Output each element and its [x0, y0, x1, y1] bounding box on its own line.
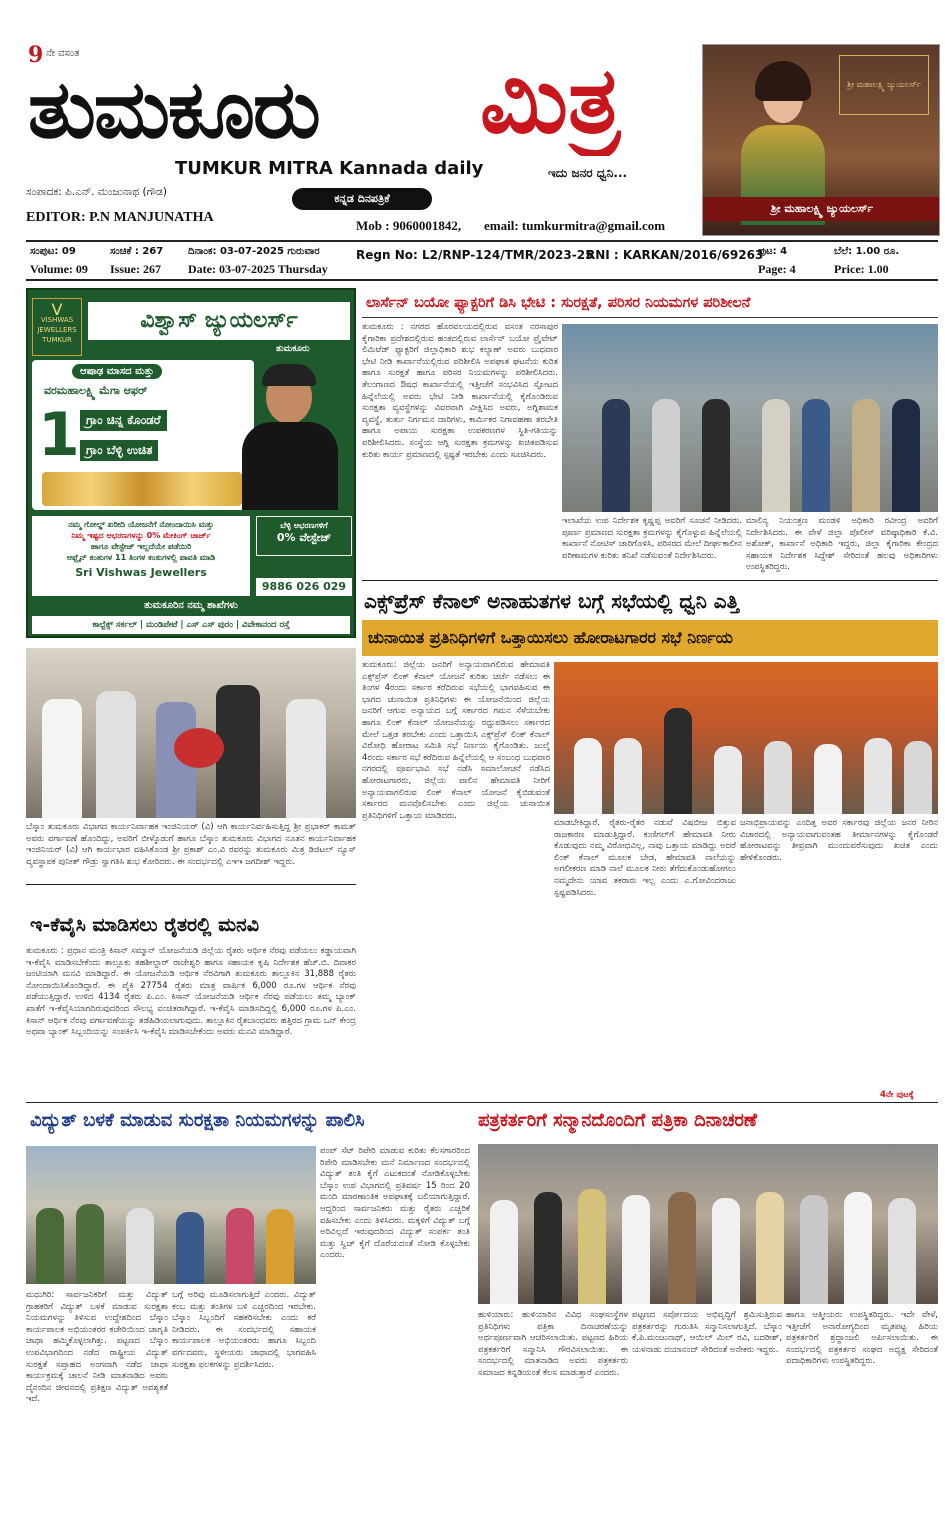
ad-title: ವಿಶ್ವಾಸ್ ಜ್ಯುಯಲರ್ಸ್ — [88, 302, 350, 340]
issue-en: Issue: 267 — [110, 262, 162, 276]
article5-body-col1: ಹುಳಿಯಾರು: ಹುಳಿಯಾರಿನ ವಿವಿಧ ಸಂಘಸಂಸ್ಥೆಗಳ ಪ್ರತಿನಿಧಿಗಳು ಪತ್ರಿಕಾ ದಿನಾಚರಣೆಯನ್ನು ಅರ್ಥಪೂರ್ಣವಾಗಿ ಆಚರಿಸಲಾಯಿತು. ಪಟ್ಟಣದ ಹಿರಿಯ ಪತ್ರಕರ್ತರಿಗೆ ಸನ್ಮಾನಿಸಿ ಗೌರವಿಸಲಾಯಿತು. ಈ ಸಂದರ್ಭದಲ್ಲಿ ಮಾತನಾಡಿದ ಅವರು ಪತ್ರಕರ್ತರು ಸಮಾಜದ ಕನ್ನಡಿಯಂತೆ ಕೆಲಸ ಮಾಡುತ್ತಾರೆ ಎಂದರು. — [478, 1310, 628, 1378]
masthead — [0, 0, 945, 240]
vishwas-ad — [26, 288, 356, 638]
ad-scheme-line3: ಹಾಗೂ ವೇಸ್ಟೇಜ್ ಇಲ್ಲದೆಯೇ ಪಡೆಯಿರಿ — [90, 542, 192, 551]
article3-caption: ಬೆಸ್ಕಾಂ ತುಮಕೂರು ವಿಭಾಗದ ಕಾರ್ಯನಿರ್ವಾಹಕ ಇಂಜಿನಿಯರ್ (ವಿ) ಆಗಿ ಕಾರ್ಯನಿರ್ವಹಿಸುತ್ತಿದ್ದ ಶ್ರೀ ಪ್ರಭಾಕರ್ ಕಾಮತ್ ಅವರು ವರ್ಗಾವಣೆ ಹೊಂದಿದ್ದು, ಅವರಿಗೆ ಬೀಳ್ಕೊಡುಗೆ ಹಾಗೂ ಬೆಸ್ಕಾಂ ತುಮಕೂರು ವಿಭಾಗದ ನೂತನ ಕಾರ್ಯನಿರ್ವಾಹಕ ಇಂಜಿನಿಯರ್ (ವಿ) ಆಗಿ ಕಾರ್ಯಭಾರ ವಹಿಸಿಕೊಂಡ ಶ್ರೀ ಪ್ರಕಾಶ್ ಎಂ.ವಿ ರವರನ್ನು ತುಮಕೂರು ಮಿತ್ರ ಡಿಜಿಟಲ್ ನ್ಯೂಸ್ ವ್ಯವಸ್ಥಾಪಕ ಪುನೀತ್ ಗೌಡ್ರು ಸ್ವಾಗತಿಸಿ ಶುಭ ಕೋರಿದರು. ಈ ಸಂದರ್ಭದಲ್ಲಿ ಎಇಇ ಜಗದೀಶ್ ಇದ್ದರು. — [26, 822, 356, 867]
article1-headline: ಲಾರ್ಸೆನ್ ಬಯೋ ಫ್ಯಾಕ್ಟರಿಗೆ ಡಿಸಿ ಭೇಟಿ : ಸುರಕ್ಷತೆ, ಪರಿಸರ ನಿಯಮಗಳ ಪರಿಶೀಲನೆ — [366, 295, 751, 311]
article2-continue: 4ನೇ ಪುಟಕ್ಕೆ — [880, 1090, 914, 1100]
ad-offer-box — [32, 360, 254, 510]
ad-silver-badge-line2: 0% ವೇಸ್ಟೇಜ್ — [276, 531, 332, 544]
daily-badge: ಕನ್ನಡ ದಿನಪತ್ರಿಕೆ — [292, 188, 432, 210]
article1-photo — [562, 324, 938, 512]
article1-bottom-rule — [362, 580, 938, 581]
article2-body-col2: ಮಾಡಬೇಕಿದ್ದಾರೆ. ರೈತರು-ರೈತರ ನಡುವೆ ವಿಷಬೀಜ ಬಿತ್ತುವ ರಾಜಕಾರಣ ಮಾಡುತ್ತಿದ್ದಾರೆ. ಕುಣಿಗಲ್‌ಗೆ ಹೇಮಾವತಿ ನೀರು ಕೊಡುವುದು ನಮ್ಮ ವಿರೋಧವಿಲ್ಲ, ನಾವು ಒತ್ತಾಯ ಮಾಡಿದ್ದು ಅದರೆ ಲಿಂಕ್ ಕೆನಾಲ್ ಮೂಲಕ ಬೇಡ, ಹೇಮಾವತಿ ನಾಲೆಯನ್ನು ಅಗಲೀಕರಣ ಮಾಡಿ ನಾಲೆ ಮೂಲಕ ನೀರು ತೆಗೆದುಕೊಂಡುಹೋಗಲು ನಮ್ಮದೇನು ಯಾವ ತಕರಾರು ಇಲ್ಲ ಎಂದು ಎ.ಗೋವಿಂದರಾಜು ಸ್ಪಷ್ಟಪಡಿಸಿದರು. — [554, 818, 736, 898]
tagline: ಇದು ಜನರ ಧ್ವನಿ... — [548, 166, 628, 180]
article1-headline-bar — [362, 288, 938, 318]
title-red: ಮಿತ್ರ — [480, 47, 621, 154]
article1-body-col3: ಮಾಲಿನ್ಯ ನಿಯಂತ್ರಣ ಮಂಡಳಿ ಅಧಿಕಾರಿ ರವೀಂದ್ರ ಅವರಿಗೆ ನಿರ್ದೇಶಿಸಿದರು. ಈ ವೇಳೆ ಜಿಲ್ಲಾ ಪೊಲೀಸ್ ವರಿಷ್ಠಾಧಿಕಾರಿ ಕೆ.ವಿ. ಅಶೋಕ್, ಕಾರ್ಖಾನೆ ಅಧಿಕಾರಿ ಇದ್ದರು, ಜಿಲ್ಲಾ ಕೈಗಾರಿಕಾ ಕೇಂದ್ರದ ಸಹಾಯಕ ನಿರ್ದೇಶಕ ಸಿದ್ದೇಶ್ ಸೇರಿದಂತೆ ಹಲವು ಅಧಿಕಾರಿಗಳು ಉಪಸ್ಥಿತರಿದ್ದರು. — [746, 516, 938, 573]
ad-silver-badge — [256, 516, 352, 556]
article3-rule — [26, 884, 356, 885]
article2-photo — [554, 662, 938, 814]
ad-brand-banner: ಶ್ರೀ ಮಹಾಲಕ್ಷ್ಮಿ ಜ್ಯುಯಲರ್ಸ್ — [703, 197, 940, 221]
article4-photo — [26, 1146, 316, 1284]
ad-scheme-line1: ನಮ್ಮ ಗೋಲ್ಡ್ ಖರೀದಿ ಯೋಜನೆಗೆ ನೋಂದಾಯಿಸಿ ಮತ್ತು — [68, 520, 214, 529]
masthead-ad — [702, 44, 940, 236]
article2-body-col3: ಜನಾಭಿಪ್ರಾಯವನ್ನು ಎಂದಿತ್ತ ಅವರ ಸರ್ಕಾರವು ಜಿಲ್ಲೆಯ ಜನರ ನೀರಿನ ವಿಚಾರದಲ್ಲಿ ಅನ್ಯಾಯವಾಗುವಂತಹ ತೀರ್ಮಾನಗಳನ್ನು ಕೈಗೊಂಡರೆ ಹೋರಾಟವನ್ನು ತೀವ್ರವಾಗಿ ಮುಂದುವರೆಸುವುದು ಖಚಿತ ಎಂದು ಹೇಳಿಕೊಂಡರು. — [740, 818, 938, 863]
ad-branches-label: ತುಮಕೂರಿನ ನಮ್ಮ ಶಾಖೆಗಳು — [144, 600, 238, 611]
article5-body-col2: ಪಟ್ಟಣದ ಸರ್ವೋದಯ ಅಭಿವೃದ್ಧಿಗೆ ಶ್ರಮಿಸುತ್ತಿರುವ ಪತ್ರಕರ್ತರನ್ನು ಗುರುತಿಸಿ ಸನ್ಮಾನಿಸಲಾಗುತ್ತಿದೆ. ಬೆಸ್ಕಾಂ ಕೆ.ಪಿ.ಮಂಜುನಾಥ್, ಆಯಿಲ್ ಮಿಲ್ ರವಿ, ಬದರೀಶ್, ಯಳನಾಡು ದಯಾನಂದ್ ಸೇರಿದಂತೆ ಅನೇಕರು ಇದ್ದರು. — [632, 1310, 782, 1355]
mid-page-rule — [26, 1102, 938, 1103]
ad-shop-name: Sri Vishwas Jewellers — [75, 566, 207, 579]
ad-silver-badge-line1: ಬೆಳ್ಳಿ ಆಭರಣಗಳಿಗೆ — [280, 521, 328, 530]
article3-photo — [26, 648, 356, 818]
ad-logo-block: V VISHWAS JEWELLERS TUMKUR — [32, 298, 82, 356]
article2-headline: ಎಕ್ಸ್‌ಪ್ರೆಸ್ ಕೆನಾಲ್ ಅನಾಹುತಗಳ ಬಗ್ಗೆ ಸಭೆಯಲ್ಲಿ ಧ್ವನಿ ಎತ್ತಿ — [364, 589, 739, 613]
article1-body-col2: ಇಲಾಖೆಯ ಉಪ ನಿರ್ದೇಶಕ ಕೃಷ್ಣಪ್ಪ ಅವರಿಗೆ ಸೂಚನೆ ನೀಡಿದರು. ಪೂರ್ಣ ಪ್ರಮಾಣದ ಸುರಕ್ಷತಾ ಕ್ರಮಗಳನ್ನು ಕೈಗೊಳ್ಳುವ ಹಿನ್ನೆಲೆಯಲ್ಲಿ ಕಾರ್ಖಾನೆ ನೋಟಿಸ್ ಜಾರಿಗೊಳಿಸಿ, ಪರಿಸರದ ಮೇಲೆ ದೀರ್ಘಕಾಲೀನ ಪರಿಣಾಮಗಳ ಕುರಿತು ತನಿಖೆ ನಡೆಸುವಂತೆ ನಿರ್ದೇಶಿಸಿದರು. — [562, 516, 742, 561]
ad-branches: ಕಾಲ್ಟೆಕ್ಸ್ ಸರ್ಕಲ್ | ಮಂಡಿಪೇಟೆ | ಎಸ್ ಎಸ್ ಪುರಂ | ವಿವೇಕಾನಂದ ರಸ್ತೆ — [32, 616, 350, 634]
ad-offer-line1: ಆಷಾಢ ಮಾಸದ ಮತ್ತು — [72, 364, 162, 379]
article3-body: ತುಮಕೂರು : ಪ್ರಧಾನ ಮಂತ್ರಿ ಕಿಸಾನ್ ಸಮ್ಮಾನ್ ಯೋಜನೆಯಡಿ ಜಿಲ್ಲೆಯ ರೈತರು ಆರ್ಥಿಕ ನೆರವು ಪಡೆಯಲು ಕಡ್ಡಾಯವಾಗಿ ಇ-ಕೆವೈಸಿ ಮಾಡಿಸಬೇಕೆಂದು ತಾಲ್ಲೂಕು ತಹಶೀಲ್ದಾರ್ ರಾಜೇಶ್ವರಿ ಹಾಗೂ ಸಹಾಯಕ ಕೃಷಿ ನಿರ್ದೇಶಕ ಹೆಚ್.ಬಿ. ದಿವಾಕರ ಜಂಟಿಯಾಗಿ ಮನವಿ ಮಾಡಿದ್ದಾರೆ. ಈ ಯೋಜನೆಯಡಿ ಆರ್ಥಿಕ ನೆರವಿಗಾಗಿ ತುಮಕೂರು ತಾಲ್ಲೂಕಿನ 31,888 ರೈತರು ನೋಂದಾಯಿಸಿಕೊಂಡಿದ್ದಾರೆ. ಈ ಪೈಕಿ 27754 ರೈತರು ಮಾತ್ರ ವಾರ್ಷಿಕ 6,000 ರೂ.ಗಳ ಆರ್ಥಿಕ ನೆರವು ಪಡೆಯುತ್ತಿದ್ದಾರೆ. ಉಳಿದ 4134 ರೈತರು ಪಿ.ಎಂ. ಕಿಸಾನ್ ಯೋಜನೆಯಡಿ ಆರ್ಥಿಕ ನೆರವು ಪಡೆಯಲು ತಮ್ಮ ಬ್ಯಾಂಕ್ ಖಾತೆಗೆ ಇ-ಕೆವೈಸಿಯಾಗದಿರುವುದರಿಂದ ಸೌಲಭ್ಯ ವಂಚಿತರಾಗಿದ್ದಾರೆ. ಇ-ಕೆವೈಸಿ ಮಾಡಿಸದಿದ್ದಲ್ಲಿ 6,000 ರೂ.ಗಳ ಪಿ.ಎಂ. ಕಿಸಾನ್ ಆರ್ಥಿಕ ನೆರವು ವರ್ಗಾವಣೆಯನ್ನು ತಡೆಹಿಡಿಯಲಾಗುವುದು. ತಾಲ್ಲೂಕಿನ ರೈತಬಾಂಧವರು ಹತ್ತಿರದ ಗ್ರಾಮ ಒನ್ ಕೇಂದ್ರ ಅಥವಾ ಬ್ಯಾಂಕ್ ಸಿಬ್ಬಂದಿಯನ್ನು ಸಂಪರ್ಕಿಸಿ ಇ-ಕೆವೈಸಿ ಮಾಡಿಸಬೇಕೆಂದು ಅವರು ಮನವಿ ಮಾಡಿದ್ದಾರೆ. — [26, 946, 356, 1038]
ad-logo-sub: TUMKUR — [42, 336, 72, 344]
article4-body-col3: ಬಗ್ಗೆ ಅರಿವು ಮೂಡಿಸಲಾಗುತ್ತಿದೆ ಎಂದರು. ವಿದ್ಯುತ್ ಕಂಬ ಮತ್ತು ತಂತಿಗಳ ಬಳಿ ಎಚ್ಚರದಿಂದ ಇರಬೇಕು. ಬೆಸ್ಕಾಂ ಸಿಬ್ಬಂದಿಗೆ ಸಹಕರಿಸಬೇಕು ಎಂದು ಕರೆ ನೀಡಿದರು. ಈ ಸಂದರ್ಭದಲ್ಲಿ ಸಹಾಯಕ ಕಾರ್ಯಪಾಲಕ ಅಭಿಯಂತರರು ಹಾಗೂ ಸಿಬ್ಬಂದಿ ವರ್ಗದವರು, ಸ್ಥಳೀಯರು ಜಾಥಾದಲ್ಲಿ ಭಾಗವಹಿಸಿ ಸುರಕ್ಷತಾ ಫಲಕಗಳನ್ನು ಪ್ರದರ್ಶಿಸಿದರು. — [172, 1290, 316, 1370]
editor-english: EDITOR: P.N MANJUNATHA — [26, 210, 214, 225]
article5-body-col3: ಹಾಗೂ ಆತ್ಮೀಯರು ಉಪಸ್ಥಿತರಿದ್ದರು. ಇದೇ ವೇಳೆ, ಇತ್ತೀಚೆಗೆ ಅನಾರೋಗ್ಯದಿಂದ ಮೃತಪಟ್ಟ ಹಿರಿಯ ಪತ್ರಕರ್ತರಿಗೆ ಶ್ರದ್ಧಾಂಜಲಿ ಅರ್ಪಿಸಲಾಯಿತು. ಈ ಸಂದರ್ಭದಲ್ಲಿ ಪತ್ರಕರ್ತರ ಸಂಘದ ಅಧ್ಯಕ್ಷ ಸೇರಿದಂತೆ ಪದಾಧಿಕಾರಿಗಳು ಉಪಸ್ಥಿತರಿದ್ದರು. — [786, 1310, 938, 1367]
ad-logo: ಶ್ರೀ ಮಹಾಲಕ್ಷ್ಮಿ ಜ್ಯುಯಲರ್ಸ್ — [839, 55, 929, 115]
dateline-top-rule — [26, 240, 938, 242]
ad-model-image — [228, 360, 354, 510]
ad-scheme-line4: ಆಫ್ಲೈನ್ ಕಂತುಗಳ 11 ತಿಂಗಳ ಕಂತುಗಳಲ್ಲಿ ಪಾವತಿ ಮಾಡಿ — [66, 553, 216, 562]
editor-kannada: ಸಂಪಾದಕ: ಪಿ.ಎನ್. ಮಂಜುನಾಥ (ಗೌಡ) — [26, 186, 167, 198]
article4-body-col1: ಮಧುಗಿರಿ: ಸಾರ್ವಜನಿಕರಿಗೆ ಮತ್ತು ವಿದ್ಯುತ್ ಗ್ರಾಹಕರಿಗೆ ವಿದ್ಯುತ್ ಬಳಕೆ ಮಾಡುವ ಸುರಕ್ಷತಾ ನಿಯಮಗಳನ್ನು ತಿಳಿಸುವ ಉದ್ದೇಶದಿಂದ ಬೆಸ್ಕಾಂ ಕಾರ್ಯಪಾಲಕ ಅಭಿಯಂತರರ ಕಚೇರಿಯಿಂದ ಜಾಗೃತಿ ಜಾಥಾ ಹಮ್ಮಿಕೊಳ್ಳಲಾಗಿತ್ತು. ಪಟ್ಟಣದ ಬೆಸ್ಕಾಂ ಉಪವಿಭಾಗದಿಂದ ನಡೆದ ರಾಷ್ಟ್ರೀಯ ವಿದ್ಯುತ್ ಸುರಕ್ಷತೆ ಸಪ್ತಾಹದ ಅಂಗವಾಗಿ ನಡೆದ ಜಾಥಾ ಕಾರ್ಯಕ್ರಮಕ್ಕೆ ಚಾಲನೆ ನೀಡಿ ಮಾತನಾಡಿದ ಅವರು ದೈನಂದಿನ ಜೀವನದಲ್ಲಿ ಪ್ರತಿಕ್ಷಣ ವಿದ್ಯುತ್ ಅವಶ್ಯಕತೆ ಇದೆ. — [26, 1290, 168, 1405]
rni-number: RNI : KARKAN/2016/69263 — [586, 248, 764, 262]
article5-photo — [478, 1144, 938, 1304]
article2-subheadline-bar — [362, 620, 938, 656]
article5-headline: ಪತ್ರಕರ್ತರಿಗೆ ಸನ್ಮಾನದೊಂದಿಗೆ ಪತ್ರಿಕಾ ದಿನಾಚರಣೆ — [478, 1110, 758, 1131]
ad-title-sub: ತುಮಕೂರು — [276, 344, 310, 354]
article2-body-col1: ತುಮಕೂರು: ಜಿಲ್ಲೆಯ ಜನರಿಗೆ ಅನ್ಯಾಯವಾಗಲಿರುವ ಹೇಮಾವತಿ ಎಕ್ಸ್‌ಪ್ರೆಸ್ ಲಿಂಕ್ ಕೆನಾಲ್ ಯೋಜನೆ ಕುರಿತು ಚರ್ಚೆ ನಡೆಸಲು ಈ ತಿಂಗಳ 4ರಂದು ಸರ್ಕಾರ ಕರೆದಿರುವ ಸಭೆಯಲ್ಲಿ ಭಾಗವಹಿಸುವ ಈ ಭಾಗದ ಚುನಾಯಿತ ಪ್ರತಿನಿಧಿಗಳು ಈ ಯೋಜನೆಯಿಂದ ಜಿಲ್ಲೆಯ ಜನರಿಗೆ ಆಗುವ ಅನ್ಯಾಯದ ಬಗ್ಗೆ ಸರ್ಕಾರದ ಗಮನ ಸೆಳೆಯಬೇಕು ಹಾಗೂ ಲಿಂಕ್ ಕೆನಾಲ್ ಯೋಜನೆಯನ್ನು ರದ್ದುಪಡಿಸಲು ಸರ್ಕಾರದ ಮೇಲೆ ಒತ್ತಡ ತರಬೇಕು ಎಂದು ಒತ್ತಾಯಿಸಿ ಎಕ್ಸ್‌ಪ್ರೆಸ್ ಲಿಂಕ್ ಕೆನಾಲ್ ವಿರೋಧಿ ಹೋರಾಟ ಸಮಿತಿ ಸಭೆ ನಿರ್ಣಯ ಕೈಗೊಂಡಿತು. ಜುಲೈ 4ರಂದು ಸರ್ಕಾರ ಸಭೆ ಕರೆದಿರುವ ಹಿನ್ನೆಲೆಯಲ್ಲಿ ಆ ಸಂಬಂಧ ಬುಧವಾರ ನಗರದಲ್ಲಿ ಪೂರ್ವಭಾವಿ ಸಭೆ ನಡೆಸಿ ಸಮಾಲೋಚನೆ ನಡೆಸಿದ ಹೋರಾಟಗಾರರು, ಜಿಲ್ಲೆಯ ಪಾಲಿನ ಹೇಮಾವತಿ ನೀರಿಗೆ ಅನ್ಯಾಯವಾಗಲಿರುವ ಲಿಂಕ್ ಕೆನಾಲ್ ಯೋಜನೆ ಕೈಬಿಡುವಂತೆ ಸರ್ಕಾರದ ಮನವೊಲಿಸಬೇಕು ಎಂದು ಜಿಲ್ಲೆಯ ಚುನಾಯಿತ ಪ್ರತಿನಿಧಿಗಳಿಗೆ ಒತ್ತಾಯ ಮಾಡಿದರು. — [362, 660, 550, 821]
edition-suffix: ನೇ ವಸಂತ — [46, 48, 80, 59]
email-address: email: tumkurmitra@gmail.com — [484, 218, 666, 233]
date-kn: ದಿನಾಂಕ: 03-07-2025 ಗುರುವಾರ — [188, 246, 320, 257]
article2-subheadline: ಚುನಾಯಿತ ಪ್ರತಿನಿಧಿಗಳಿಗೆ ಒತ್ತಾಯಿಸಲು ಹೋರಾಟಗಾರರ ಸಭೆ ನಿರ್ಣಯ — [368, 628, 733, 647]
date-en: Date: 03-07-2025 Thursday — [188, 262, 328, 276]
volume-en: Volume: 09 — [30, 262, 88, 276]
ad-offer-line2: ವರಮಹಾಲಕ್ಷ್ಮಿ ಮೆಗಾ ಆಫರ್ — [44, 384, 148, 397]
ad-phone: 9886 026 029 — [256, 578, 352, 596]
ad-scheme-box — [32, 516, 250, 596]
ad-logo-text: VISHWAS JEWELLERS — [37, 316, 77, 334]
ad-big-number: 1 — [38, 400, 80, 470]
dateline — [26, 244, 938, 278]
english-name: TUMKUR MITRA Kannada daily — [175, 158, 484, 179]
ad-offer-silver: ಗ್ರಾಂ ಬೆಳ್ಳಿ ಉಚಿತ — [80, 440, 158, 461]
ad-offer-gold: ಗ್ರಾಂ ಚಿನ್ನ ಕೊಂಡರೆ — [80, 410, 167, 431]
ad-scheme-line2: ನಿಮ್ಮ ಇಷ್ಟದ ಆಭರಣಗಳನ್ನು 0% ಮೇಕಿಂಗ್ ಚಾರ್ಜ್ — [71, 531, 211, 540]
issue-kn: ಸಂಚಿಕೆ : 267 — [110, 246, 164, 257]
price-kn: ಬೆಲೆ: 1.00 ರೂ. — [834, 246, 900, 257]
article4-body-col2: ಪಂಪ್ ಸೆಟ್ ರಿಪೇರಿ ಮಾಡುವ ಕುರಿತು ಕೆಲಸಗಾರರಿಂದ ರಿಪೇರಿ ಮಾಡಿಸಬೇಕು ಮನೆ ನಿರ್ಮಾಣದ ಸಂದರ್ಭದಲ್ಲಿ ವಿದ್ಯುತ್ ತಂತಿ ಕೈಗೆ ಎಟುಕದಂತೆ ನೋಡಿಕೊಳ್ಳಬೇಕು ಬೆಸ್ಕಾಂ ಉಪ ವಿಭಾಗದಲ್ಲಿ ಪ್ರತಿವರ್ಷ 15 ರಿಂದ 20 ಮಂದಿ ಮಾರಣಾಂತಿಕ ಅಪಘಾತಕ್ಕೆ ಬಲಿಯಾಗುತ್ತಿದ್ದಾರೆ. ಆದ್ದರಿಂದ ಸಾರ್ವಜನಿಕರು ಮತ್ತು ರೈತರು ಎಚ್ಚರಿಕೆ ವಹಿಸಬೇಕು ಎಂದು ತಿಳಿಸಿದರು. ಮಕ್ಕಳಿಗೆ ವಿದ್ಯುತ್ ಬಗ್ಗೆ ಅರಿವಿಲ್ಲದೆ ಇರುವುದರಿಂದ ವಿದ್ಯುತ್ ಸಂಪರ್ಕ ತಂತಿ ಮತ್ತು ಸ್ವಿಚ್ ಕೈಗೆ ದೊರೆಯದಂತೆ ನೋಡಿ ಕೊಳ್ಳಬೇಕು ಎಂದರು. — [320, 1146, 470, 1261]
article3-headline: ಇ-ಕೆವೈಸಿ ಮಾಡಿಸಲು ರೈತರಲ್ಲಿ ಮನವಿ — [30, 914, 259, 936]
regn-number: Regn No: L2/RNP-124/TMR/2023-25 — [356, 248, 594, 262]
page-kn: ಪುಟ: 4 — [758, 246, 788, 257]
dateline-bottom-rule — [26, 279, 938, 281]
price-en: Price: 1.00 — [834, 262, 889, 276]
article4-headline: ವಿದ್ಯುತ್ ಬಳಕೆ ಮಾಡುವ ಸುರಕ್ಷತಾ ನಿಯಮಗಳನ್ನು ಪಾಲಿಸಿ — [30, 1110, 365, 1131]
page-en: Page: 4 — [758, 262, 796, 276]
title-black: ತುಮಕೂರು — [28, 63, 319, 156]
edition-number: 9 — [28, 42, 44, 68]
article1-body-col1: ತುಮಕೂರು : ನಗರದ ಹೊರವಲಯದಲ್ಲಿರುವ ವಸಂತ ನರಸಾಪುರ ಕೈಗಾರಿಕಾ ಪ್ರದೇಶದಲ್ಲಿರುವ ಹಂತದಲ್ಲಿರುವ ಲಾರ್ಸೆನ್ ಬಯೋ ಪ್ರೈವೇಟ್ ಲಿಮಿಟೆಡ್ ಫ್ಯಾಕ್ಟರಿಗೆ ಜಿಲ್ಲಾಧಿಕಾರಿ ಶುಭ ಕಲ್ಯಾಣ್ ಅವರು ಬುಧವಾರ ಭೇಟಿ ನೀಡಿ ಕಾರ್ಖಾನೆಯಲ್ಲಿರುವ ಪರಿಶೀಲಿಸಿ ಅಪಘಾತ ಘಟನೆಯ ಕುರಿತ ಹಾಗೂ ಸುರಕ್ಷತೆ ಹಾಗೂ ಪರಿಸರ ನಿಯಮಗಳನ್ನು ಪರಿಶೀಲಿಸಿದರು. ತೆಲಂಗಾಣದ ಔಷಧ ಕಾರ್ಖಾನೆಯಲ್ಲಿ ಇತ್ತೀಚೆಗೆ ಸಂಭವಿಸಿದ ಸ್ಫೋಟದ ಹಿನ್ನೆಲೆಯಲ್ಲಿ ಅವರು ಭೇಟಿ ನೀಡಿ ಕಾರ್ಖಾನೆಯಲ್ಲಿ ಕೈಗೊಂಡಿರುವ ಸುರಕ್ಷತಾ ವ್ಯವಸ್ಥೆಗಳನ್ನು ವಿವರವಾಗಿ ವೀಕ್ಷಿಸಿದ ಅವರು, ಅಗ್ನಿಶಾಮಕ ವ್ಯವಸ್ಥೆ, ತುರ್ತು ನಿರ್ಗಮನ ದಾರಿಗಳು, ಕಾರ್ಮಿಕರ ನಿಗಾವಹಣಾ ತರಬೇತಿ ಹಾಗೂ ಅಪಾಯ ಸುರಕ್ಷತಾ ಉಪಕರಣಗಳ ಸ್ಥಿತಿ-ಗತಿಯನ್ನು ಪರಿಶೀಲಿಸಿದರು. ಸಂಸ್ಥೆಯ ಆಗ್ನಿ ಸುರಕ್ಷತಾ ಕ್ರಮಗಳನ್ನು ಖಚಿತಪಡಿಸುವ ಕುರಿತು ಕಾರ್ಯ ಪ್ರಮಾಣದಲ್ಲಿ ಸ್ಪಷ್ಟತೆ ಇರಬೇಕು ಎಂದು ಸೂಚಿಸಿದರು. — [362, 322, 558, 460]
ad-jewellery-image — [42, 472, 242, 506]
mobile-number: Mob : 9060001842, — [356, 218, 462, 233]
volume-kn: ಸಂಪುಟ: 09 — [30, 246, 76, 257]
